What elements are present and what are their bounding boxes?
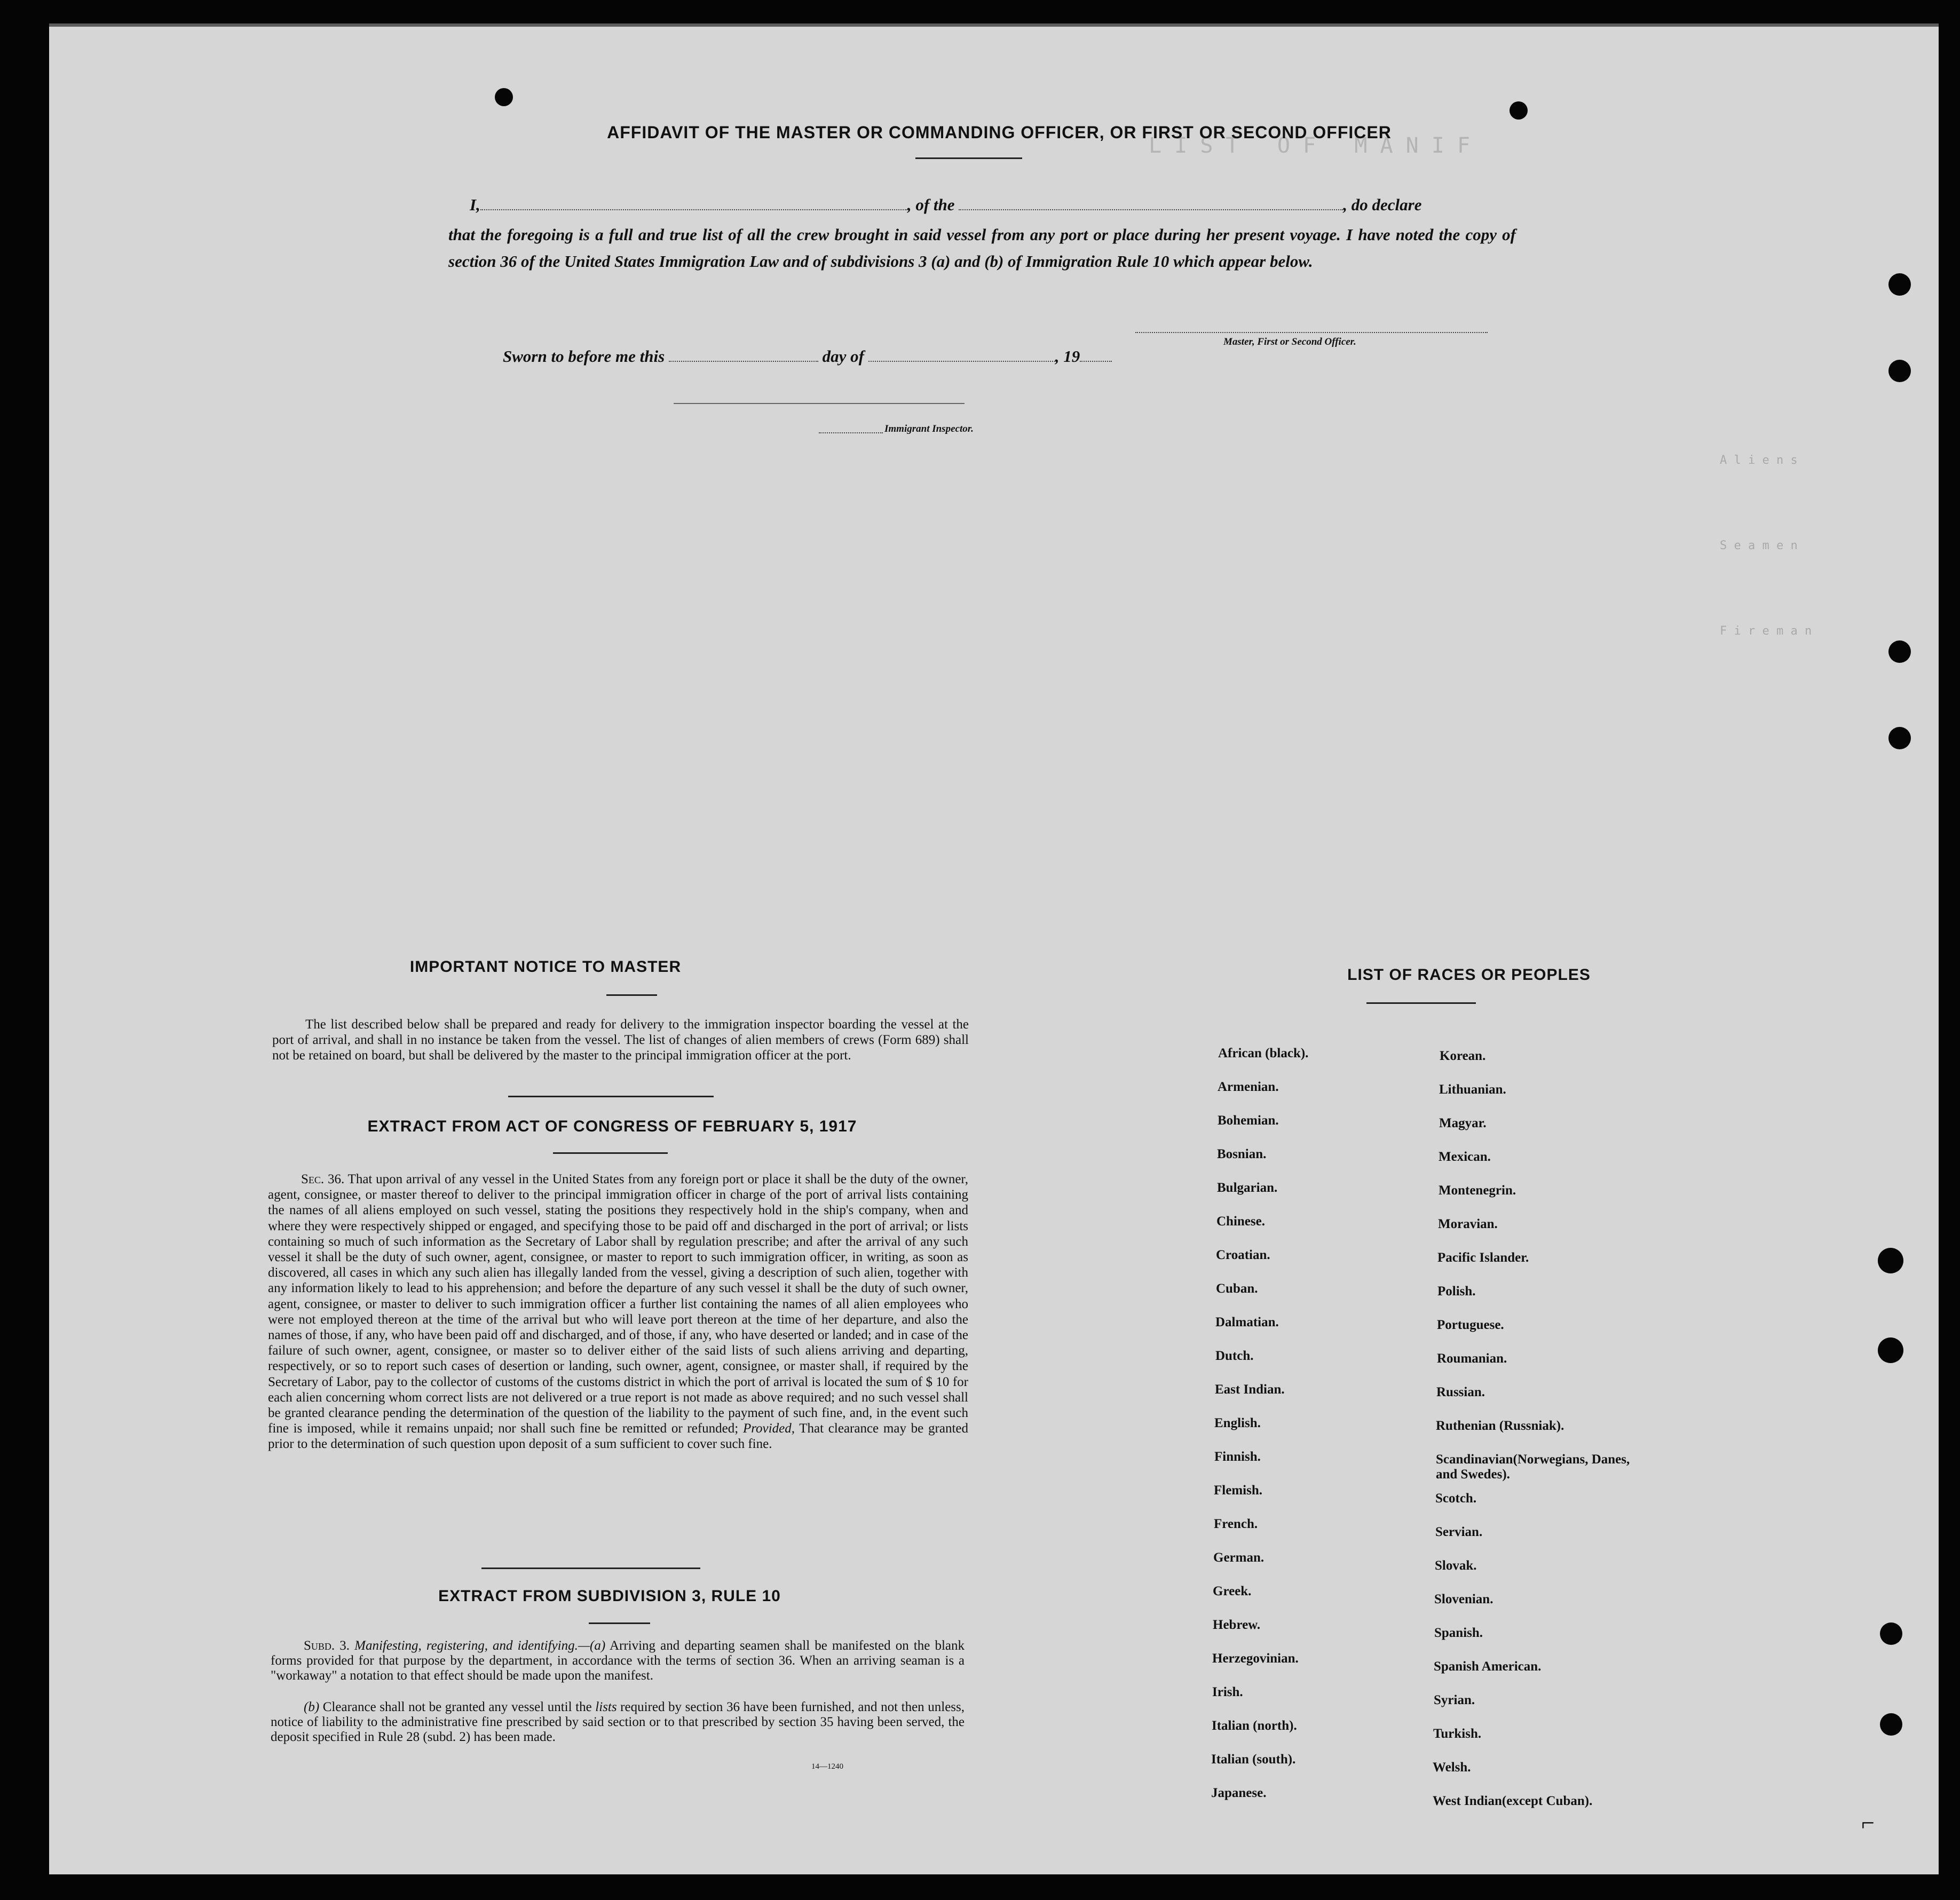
race-item: Russian. [1436, 1385, 1485, 1399]
punch-hole-icon [1888, 727, 1911, 749]
race-item: Portuguese. [1437, 1318, 1504, 1332]
race-item: Japanese. [1211, 1786, 1267, 1800]
rule-a-label: —(a) [578, 1638, 606, 1653]
race-item: Dutch. [1215, 1349, 1254, 1363]
race-item: Lithuanian. [1439, 1082, 1506, 1097]
do-declare-label: , do declare [1343, 195, 1422, 214]
form-number: 14—1240 [811, 1762, 843, 1771]
punch-hole-icon [1888, 360, 1911, 382]
act-body-block [268, 1171, 968, 1452]
race-item: English. [1214, 1416, 1261, 1430]
race-item: West Indian(except Cuban). [1433, 1794, 1593, 1808]
act-title: EXTRACT FROM ACT OF CONGRESS OF FEBRUARY 5, 1917 [367, 1118, 857, 1135]
punch-hole-icon [495, 88, 513, 106]
sworn-day-field[interactable] [669, 349, 818, 362]
race-item: Ruthenian (Russniak). [1436, 1419, 1564, 1433]
race-item: Dalmatian. [1215, 1315, 1279, 1329]
race-item: Polish. [1437, 1284, 1476, 1299]
race-item: Herzegovinian. [1212, 1651, 1299, 1666]
punch-hole-icon [1878, 1248, 1903, 1273]
i-label: I, [470, 195, 480, 214]
of-the-label: , of the [907, 195, 955, 214]
bleed-through: S e a m e n [1720, 539, 1798, 552]
day-of-label: day of [822, 347, 864, 366]
master-signature-caption: Master, First or Second Officer. [1223, 336, 1356, 347]
race-item: Greek. [1213, 1584, 1252, 1598]
race-item: Bosnian. [1217, 1147, 1267, 1161]
race-item: Italian (north). [1212, 1719, 1297, 1733]
rule-subd-a [271, 1638, 965, 1683]
race-item: Croatian. [1216, 1248, 1270, 1262]
race-item: African (black). [1218, 1046, 1309, 1060]
notice-body: The list described below shall be prepared and ready for delivery to the immigration inspector boarding the vessel at the port of arrival, and shall in no instance be taken from the vessel. The list of changes of alien members of crews (Form 689) shall not be retained on board, but shall be delivered by the master to the principal immigration officer at the port. [272, 1017, 969, 1063]
master-signature-line[interactable] [1135, 332, 1488, 333]
act-divider [481, 1568, 700, 1569]
race-item: Slovak. [1435, 1558, 1477, 1573]
race-item: Mexican. [1439, 1150, 1491, 1164]
document-page [49, 27, 1939, 1874]
punch-hole-icon [1878, 1337, 1903, 1363]
race-item: Slovenian. [1434, 1592, 1493, 1606]
race-item: Bohemian. [1218, 1113, 1279, 1128]
race-item: Korean. [1440, 1049, 1486, 1063]
race-item: Magyar. [1439, 1116, 1487, 1130]
punch-hole-icon [1509, 101, 1528, 120]
race-item: Servian. [1435, 1525, 1483, 1539]
affidavit-body: that the foregoing is a full and true list of all the crew brought in said vessel from any port or place during her present voyage. I have noted the copy of section 36 of the United States Immigration Law and of subdivisions 3 (a) and (b) of Immigration Rule 10 which appear below. [448, 225, 1516, 271]
inspector-signature-line[interactable] [674, 403, 965, 404]
race-item: Italian (south). [1211, 1752, 1296, 1767]
race-item: Cuban. [1216, 1281, 1258, 1296]
affidavit-title-rule [915, 157, 1022, 159]
sworn-line [503, 347, 1112, 366]
act-title-rule [553, 1152, 668, 1154]
notice-title-rule [606, 994, 657, 996]
race-item: Finnish. [1214, 1450, 1261, 1464]
corner-mark-icon: ⌐ [1861, 1810, 1875, 1836]
race-item: Pacific Islander. [1437, 1250, 1529, 1265]
race-item: Moravian. [1438, 1217, 1498, 1231]
act-section-label: Sec. 36. [301, 1172, 345, 1186]
name-field[interactable] [480, 197, 907, 210]
race-item: Bulgarian. [1217, 1181, 1278, 1195]
notice-divider [508, 1096, 714, 1097]
race-item: Spanish American. [1434, 1659, 1542, 1674]
bleed-through: F i r e m a n [1720, 624, 1812, 638]
year-prefix: , 19 [1055, 347, 1080, 366]
sworn-label: Sworn to before me this [503, 347, 665, 366]
race-item: French. [1214, 1517, 1258, 1531]
rule-title-rule [589, 1622, 650, 1624]
affidavit-title: AFFIDAVIT OF THE MASTER OR COMMANDING OFFICER, OR FIRST OR SECOND OFFICER [607, 123, 1392, 142]
sworn-month-field[interactable] [868, 349, 1055, 362]
bleed-through: A l i e n s [1720, 454, 1798, 467]
race-item: Scotch. [1435, 1491, 1477, 1506]
race-item: Roumanian. [1437, 1351, 1507, 1366]
notice-title: IMPORTANT NOTICE TO MASTER [409, 958, 682, 976]
race-item: Scandinavian(Norwegians, Danes, and Swedes). [1436, 1452, 1630, 1482]
punch-hole-icon [1888, 640, 1911, 663]
bleed-through: L I S T O F M A N I F [1149, 133, 1471, 158]
vessel-field[interactable] [959, 197, 1343, 210]
race-item: East Indian. [1215, 1382, 1285, 1397]
race-item: Chinese. [1216, 1214, 1265, 1229]
affidavit-declaration-line [470, 195, 1516, 215]
race-item: Hebrew. [1213, 1618, 1261, 1632]
rule-b-body-2: required by section 36 have been furnished, and not then unless, notice of liability to the administrative fine prescribed by said section or to that prescribed by section 35 having been served, the deposit specified in Rule 28 (subd. 2) has been made. [271, 1700, 965, 1744]
rule-b-body-1: Clearance shall not be granted any vessel until the [322, 1700, 592, 1714]
act-body: That upon arrival of any vessel in the United States from any foreign port or place it shall be the duty of the owner, agent, consignee, or master thereof to deliver to the principal immigration officer in charge of the port of arrival lists containing the names of all aliens employed on such vessel, stating the positions they respectively hold in the ship's company, when and where they were respectively shipped or engaged, and specifying those to be paid off and discharged in the port of arrival; or lists containing so much of such information as the Secretary of Labor shall by regulation prescribe; and after the arrival of any such vessel it shall be the duty of such owner, agent, consignee, or master to report to such immigration officer, in writing, as soon as discovered, all cases in which any such alien has illegally landed from the vessel, giving a description of such alien, together with any information likely to lead to his apprehension; and before the departure of any such vessel it shall be the duty of such owner, agent, consignee, or master to deliver to such immigration officer a further list containing the names of all alien employees who were not employed thereon at the time of the arrival but who will leave port thereon at the time of her departure, and also the names of those, if any, who have been paid off and discharged, and of those, if any, who have deserted or landed; and in case of the failure of such owner, agent, consignee, or master so to deliver either of the said lists of such aliens arriving and departing, respectively, or so to report such cases of desertion or landing, such owner, agent, consignee, or master shall, if required by the Secretary of Labor, pay to the collector of customs of the customs district in which the port of arrival is located the sum of $ 10 for each alien concerning whom correct lists are not delivered or a true report is not made as above required; and no such vessel shall be granted clearance pending the determination of the question of the liability to the payment of such fine, and, in the event such fine is imposed, while it remains unpaid; nor shall such fine be remitted or refunded; [268, 1172, 968, 1436]
races-title-rule [1366, 1002, 1476, 1004]
rule-b-label: (b) [304, 1700, 320, 1714]
race-item: Irish. [1212, 1685, 1243, 1699]
race-item: Syrian. [1434, 1693, 1475, 1707]
rule-subd-heading: Manifesting, registering, and identifying. [354, 1638, 578, 1653]
rule-subd-label: Subd. 3. [304, 1638, 350, 1653]
rule-a-body: Arriving and departing seamen shall be manifested on the blank forms provided for that purpose by the department, in accordance with the terms of section 36. When an arriving seaman is a "workaway" a notation to that effect should be made upon the manifest. [271, 1638, 965, 1683]
inspector-caption: Immigrant Inspector. [884, 423, 974, 434]
race-item: Armenian. [1218, 1080, 1279, 1094]
race-item: Flemish. [1214, 1483, 1262, 1498]
races-title: LIST OF RACES OR PEOPLES [1347, 966, 1591, 984]
race-item: Montenegrin. [1439, 1183, 1516, 1198]
rule-title: EXTRACT FROM SUBDIVISION 3, RULE 10 [438, 1587, 781, 1605]
punch-hole-icon [1880, 1622, 1902, 1645]
act-provided-body: That clearance may be granted prior to the determination of such question upon deposit of a sum sufficient to cover such fine. [268, 1421, 968, 1452]
sworn-year-field[interactable] [1080, 349, 1112, 362]
race-item: Spanish. [1434, 1626, 1483, 1640]
race-item: German. [1213, 1550, 1264, 1565]
rule-subd-b [271, 1700, 965, 1745]
punch-hole-icon [1888, 273, 1911, 296]
punch-hole-icon [1880, 1713, 1902, 1736]
act-provided-label: Provided, [742, 1421, 795, 1436]
rule-b-lists: lists [595, 1700, 617, 1714]
inspector-caption-line [819, 432, 883, 433]
race-item: Welsh. [1433, 1760, 1471, 1775]
race-item: Turkish. [1433, 1727, 1482, 1741]
